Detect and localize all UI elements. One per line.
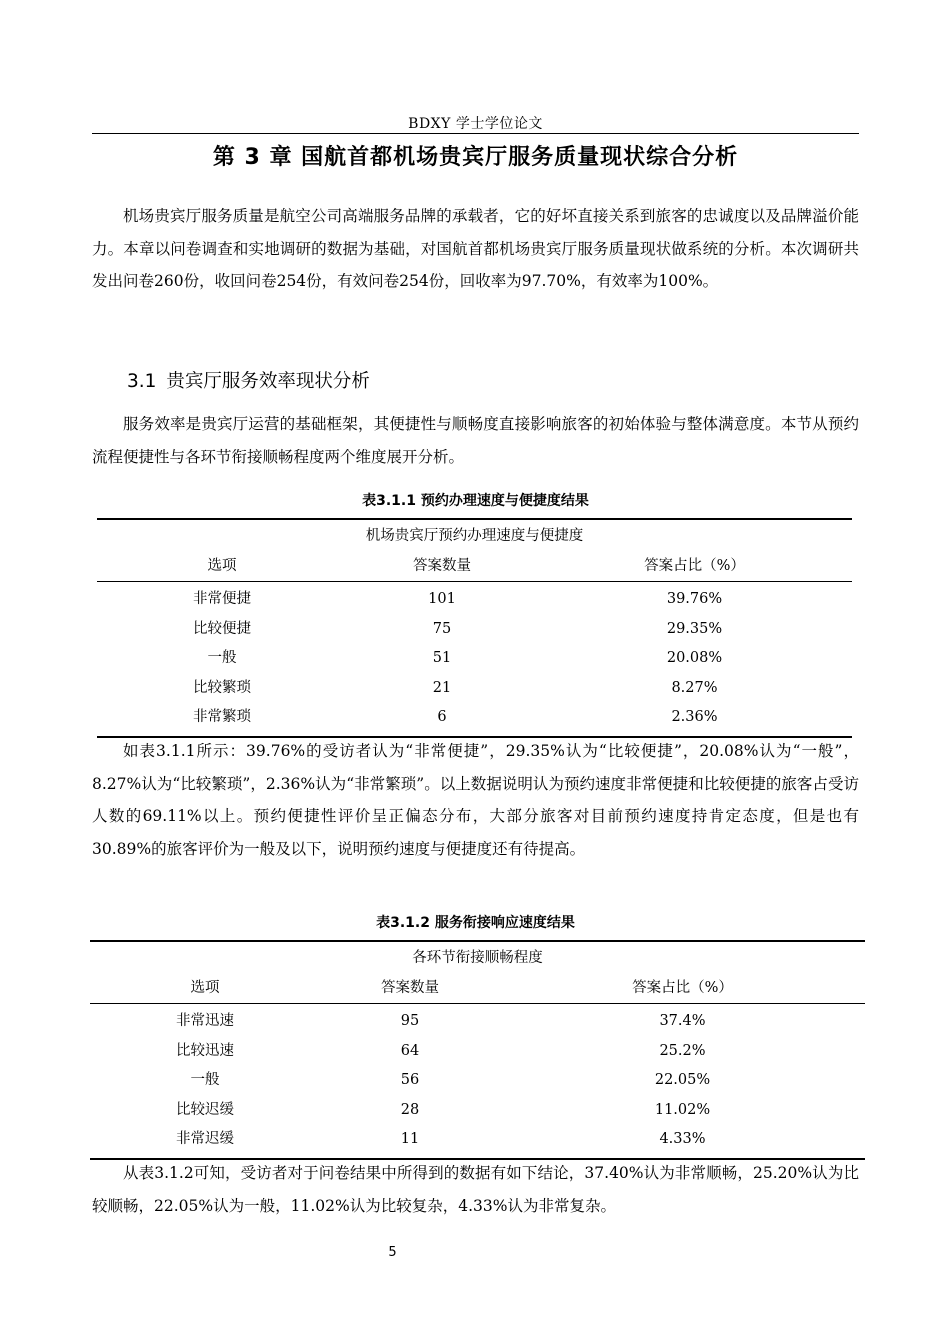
table-header-row — [97, 552, 852, 581]
table-cell: 11 — [400, 1131, 420, 1147]
table-cell: 一般 — [207, 650, 237, 666]
table-cell: 29.35% — [666, 620, 723, 637]
table-cell: 非常迅速 — [176, 1013, 234, 1029]
table-cell: 22.05% — [654, 1072, 711, 1088]
section-number: 3.1 — [127, 371, 157, 392]
table-cell: 非常迟缓 — [176, 1131, 234, 1147]
table-cell: 101 — [428, 591, 456, 607]
table-cell: 比较便捷 — [193, 620, 251, 637]
column-header: 答案占比（%） — [644, 558, 745, 574]
section-title-text: 贵宾厅服务效率现状分析 — [166, 371, 370, 392]
booking-speed-table — [97, 518, 852, 738]
table-row — [97, 585, 852, 615]
page-number: 5 — [388, 1245, 397, 1260]
table-header-row — [90, 974, 865, 1003]
analysis-paragraph: 从表3.1.2可知，受访者对于问卷结果中所得到的数据有如下结论，37.40%认为非常顺畅，25.20%认为比较顺畅，22.05%认为一般，11.02%认为比较复杂，4.33%认为非常复杂。 — [92, 1164, 859, 1215]
table-cell: 25.2% — [659, 1042, 706, 1059]
table-body — [90, 1004, 865, 1158]
table-cell: 比较迟缓 — [176, 1101, 234, 1118]
table-cell: 8.27% — [671, 679, 718, 696]
table-cell: 39.76% — [666, 591, 723, 607]
table-cell: 6 — [437, 709, 447, 725]
table-cell: 非常繁琐 — [193, 709, 251, 725]
table-row — [97, 615, 852, 645]
column-header: 选项 — [207, 558, 237, 574]
table-caption: 表3.1.1 预约办理速度与便捷度结果 — [362, 493, 589, 509]
table-caption: 表3.1.2 服务衔接响应速度结果 — [376, 915, 575, 931]
table-row — [90, 1125, 865, 1155]
table-group-title: 机场贵宾厅预约办理速度与便捷度 — [365, 528, 584, 544]
table-row — [90, 1066, 865, 1096]
table-row — [97, 703, 852, 733]
section-intro-paragraph: 服务效率是贵宾厅运营的基础框架，其便捷性与顺畅度直接影响旅客的初始体验与整体满意度。本节从预约流程便捷性与各环节衔接顺畅程度两个维度展开分析。 — [92, 415, 859, 466]
table-cell: 比较迅速 — [176, 1042, 234, 1059]
analysis-paragraph: 如表3.1.1所示：39.76%的受访者认为“非常便捷”，29.35%认为“比较便捷”，20.08%认为“一般”，8.27%认为“比较繁琐”，2.36%认为“非常繁琐”。以上数据说明认为预约速度非常便捷和比较便捷的旅客占受访人数的69.11%以上。预约便捷性评价呈正偏态分布，大部分旅客对目前预约速度持肯定态度，但是也有30.89%的旅客评价为一般及以下，说明预约速度与便捷度还有待提高。 — [92, 742, 859, 858]
table-cell: 11.02% — [654, 1101, 711, 1118]
table-row — [97, 674, 852, 704]
table-cell: 37.4% — [659, 1013, 706, 1029]
table-cell: 51 — [432, 650, 452, 666]
table-row — [97, 644, 852, 674]
table-group-title: 各环节衔接顺畅程度 — [412, 950, 543, 966]
section-heading — [127, 367, 370, 393]
table-cell: 28 — [400, 1101, 420, 1118]
running-header: BDXY 学士学位论文 — [408, 116, 543, 132]
table-cell: 4.33% — [659, 1131, 706, 1147]
service-linkage-table — [90, 940, 865, 1160]
table-cell: 21 — [432, 679, 452, 696]
column-header: 答案数量 — [413, 558, 471, 574]
table-cell: 比较繁琐 — [193, 679, 251, 696]
table-cell: 20.08% — [666, 650, 723, 666]
table-cell: 非常便捷 — [193, 591, 251, 607]
table-cell: 64 — [400, 1042, 420, 1059]
table-row — [90, 1037, 865, 1067]
table-cell: 2.36% — [671, 709, 718, 725]
intro-paragraph: 机场贵宾厅服务质量是航空公司高端服务品牌的承载者，它的好坏直接关系到旅客的忠诚度以及品牌溢价能力。本章以问卷调查和实地调研的数据为基础，对国航首都机场贵宾厅服务质量现状做系统的分析。本次调研共发出问卷260份，收回问卷254份，有效问卷254份，回收率为97.70%，有效率为100%。 — [92, 207, 859, 290]
table-row — [90, 1096, 865, 1126]
header-rule — [92, 133, 859, 134]
column-header: 答案数量 — [381, 980, 439, 996]
column-header: 答案占比（%） — [632, 980, 733, 996]
chapter-title: 第 3 章 国航首都机场贵宾厅服务质量现状综合分析 — [212, 145, 739, 170]
table-cell: 一般 — [190, 1072, 220, 1088]
table-body — [97, 582, 852, 736]
table-cell: 75 — [432, 620, 452, 637]
table-cell: 56 — [400, 1072, 420, 1088]
table-cell: 95 — [400, 1013, 420, 1029]
column-header: 选项 — [190, 980, 220, 996]
table-row — [90, 1007, 865, 1037]
